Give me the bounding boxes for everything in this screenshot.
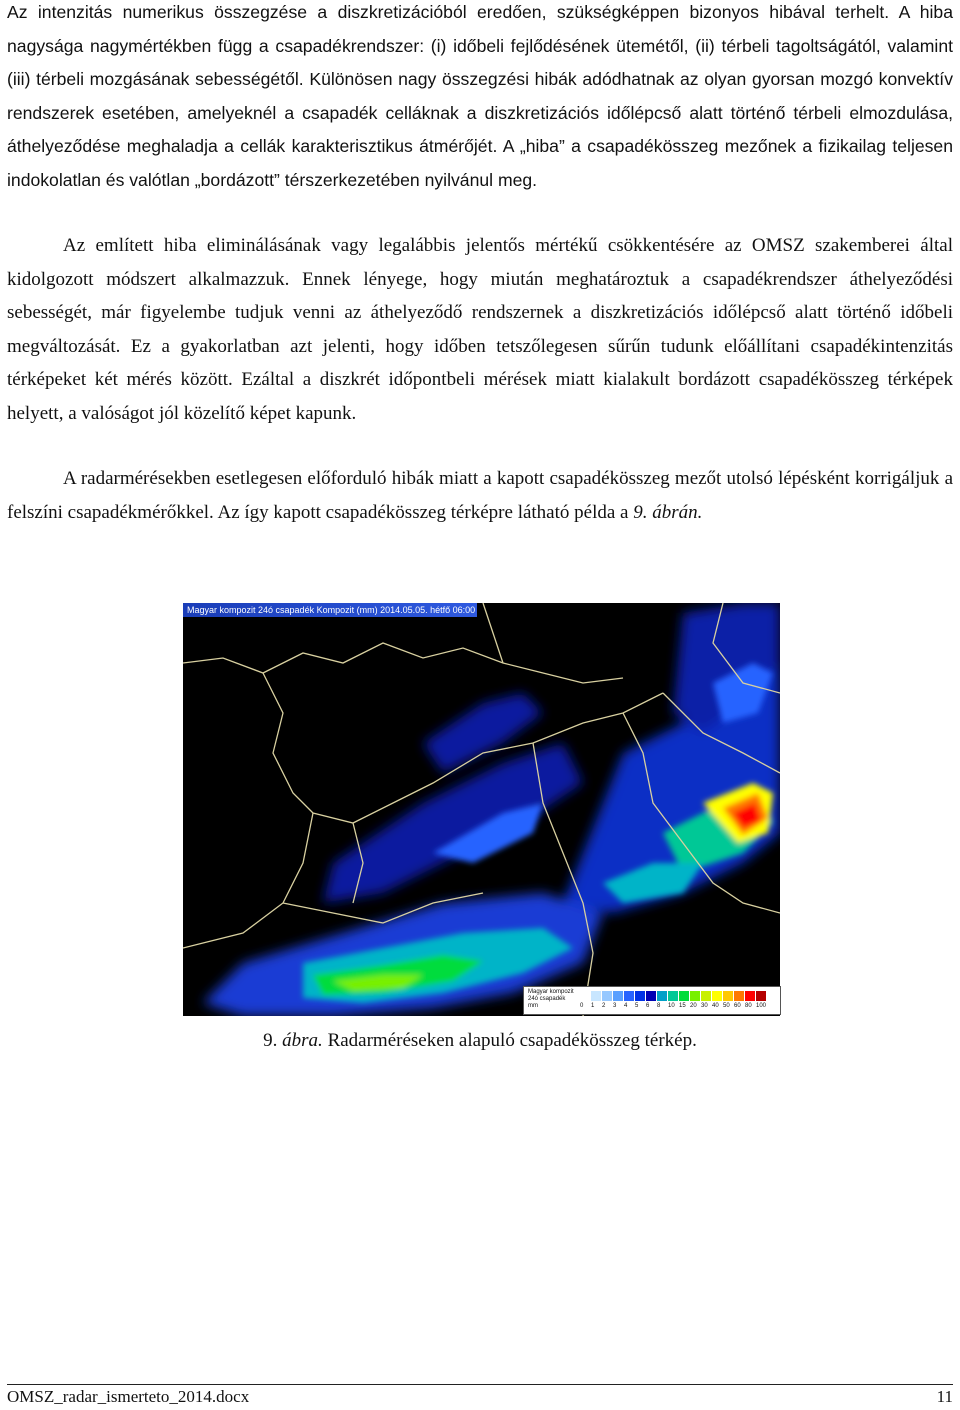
legend-tick: 15 <box>679 1003 686 1009</box>
legend-swatch <box>624 991 635 1001</box>
legend-swatch <box>657 991 668 1001</box>
legend-swatch <box>613 991 624 1001</box>
legend-swatch <box>635 991 646 1001</box>
caption-number: 9. <box>263 1030 283 1051</box>
caption-text: Radarméréseken alapuló csapadékösszeg térkép. <box>322 1030 697 1051</box>
paragraph-error-elimination: Az említett hiba eliminálásának vagy legalábbis jelentős mértékű csökkentésére az OMSZ szakemberei által kidolgozott módszert alkalmazzuk. Ennek lényege, hogy miután meghatároztuk a csapadékrendszer áthelyeződési sebességét, már figyelembe tudjuk venni az áthelyeződő rendszernek a diszkretizációs időlépcső alatt történő időbeli megváltozását. Ez a gyakorlatban azt jelenti, hogy időben tetszőlegesen sűrűn tudunk előállítani csapadékintenzitás térképeket két mérés között. Ezáltal a diszkrét időpontbeli mérések miatt kialakult bordázott csapadékösszeg térképek helyett, a valóságot jól közelítő képet kapunk. <box>7 235 953 424</box>
legend-swatch <box>745 991 756 1001</box>
map-title: Magyar kompozit 24ó csapadék Kompozit (mm) 2014.05.05. hétfő 06:00 <box>183 603 477 617</box>
figure-reference: 9. ábrán. <box>633 501 703 523</box>
legend-tick: 40 <box>712 1003 719 1009</box>
legend-tick: 30 <box>701 1003 708 1009</box>
legend-swatch <box>591 991 602 1001</box>
legend-tick: 5 <box>635 1003 639 1009</box>
legend-tick: 0 <box>580 1003 584 1009</box>
legend-color-scale <box>580 991 767 1001</box>
legend-tick: 20 <box>690 1003 697 1009</box>
legend-swatch <box>723 991 734 1001</box>
paragraph-gauge-correction-text: A radarmérésekben esetlegesen előforduló hibák miatt a kapott csapadékösszeg mezőt utolsó lépésként korrigáljuk a felszíni csapadékmérőkkel. Az így kapott csapadékösszeg térképre látható példa a <box>7 468 953 523</box>
radar-map-graphic <box>183 603 780 1016</box>
legend-swatch <box>701 991 712 1001</box>
legend-title: Magyar kompozit 24ó csapadék mm <box>528 989 574 1009</box>
paragraph-intensity-summation: Az intenzitás numerikus összegzése a diszkretizációból eredően, szükségképpen bizonyos hibával terhelt. A hiba nagysága nagymértékben függ a csapadékrendszer: (i) időbeli fejlődésének ütemétől, (ii) térbeli tagoltságától, valamint (iii) térbeli mozgásának sebességétől. Különösen nagy összegzési hibák adódhatnak az olyan gyorsan mozgó konvektív rendszerek esetében, amelyeknél a csapadék celláknak a diszkretizációs időlépcső alatt történő térbeli elmozdulása, áthelyeződése meghaladja a cellák karakterisztikus átmérőjét. A „hiba” a csapadékösszeg mezőnek a fizikailag teljesen indokolatlan és valótlan „bordázott” térszerkezetében nyilvánul meg. <box>7 2 953 190</box>
legend-tick: 10 <box>668 1003 675 1009</box>
legend-tick: 4 <box>624 1003 628 1009</box>
legend-tick: 60 <box>734 1003 741 1009</box>
legend-tick: 1 <box>591 1003 595 1009</box>
legend-tick: 100 <box>756 1003 767 1009</box>
legend-swatch <box>668 991 679 1001</box>
legend-swatch <box>756 991 767 1001</box>
legend-tick-labels <box>580 1003 767 1009</box>
legend-tick: 8 <box>657 1003 661 1009</box>
legend-swatch <box>602 991 613 1001</box>
footer-filename: OMSZ_radar_ismerteto_2014.docx <box>7 1387 250 1406</box>
page-number: 11 <box>936 1387 953 1406</box>
radar-precipitation-map <box>183 603 780 1016</box>
legend-swatch <box>690 991 701 1001</box>
legend-tick: 6 <box>646 1003 650 1009</box>
legend-tick: 80 <box>745 1003 752 1009</box>
footer-divider <box>7 1384 953 1385</box>
precipitation-legend <box>523 986 781 1015</box>
caption-label: ábra. <box>282 1030 323 1051</box>
legend-swatch <box>679 991 690 1001</box>
legend-swatch <box>646 991 657 1001</box>
legend-swatch <box>712 991 723 1001</box>
legend-swatch <box>734 991 745 1001</box>
legend-tick: 3 <box>613 1003 617 1009</box>
paragraph-gauge-correction <box>7 462 953 529</box>
legend-tick: 50 <box>723 1003 730 1009</box>
legend-swatch <box>580 991 591 1001</box>
figure-caption <box>0 1030 960 1052</box>
legend-tick: 2 <box>602 1003 606 1009</box>
